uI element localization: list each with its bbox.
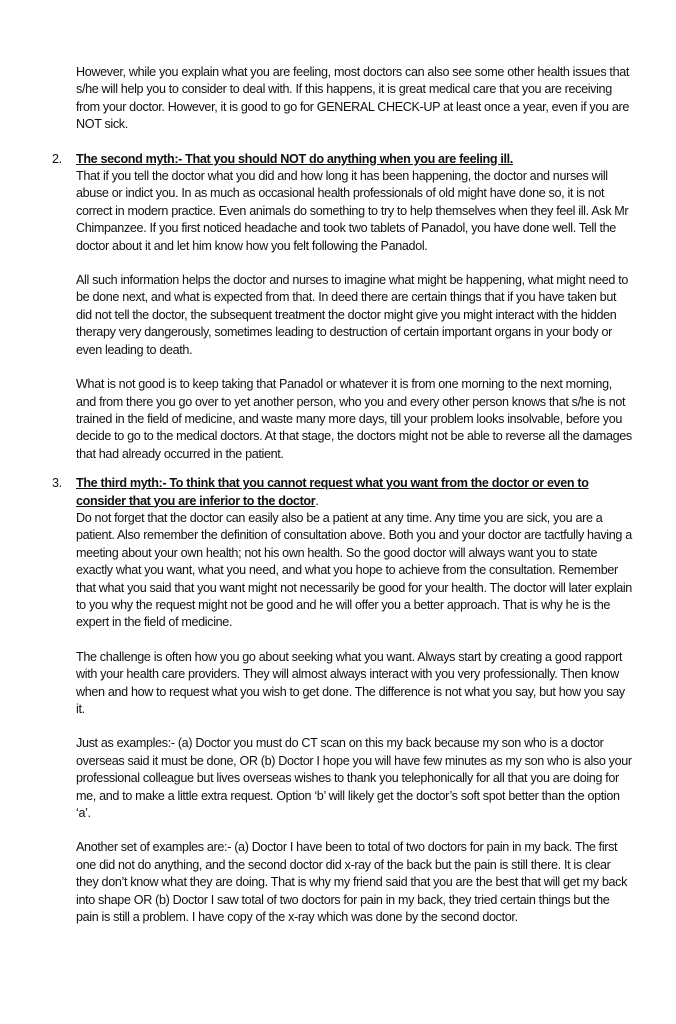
list-number: 2.	[52, 151, 62, 166]
spacer	[76, 359, 632, 376]
myth-2-paragraph-3: What is not good is to keep taking that Panadol or whatever it is from one morning to the next morning, and from there you go over to yet another person, who you and every other person knows that s/he is not trained in the field of medicine, and waste many more days, till your problem looks insolvable, before you decide to go to the medical doctors. At that stage, the doctors might not be able to reverse all the damages that had already occurred in the patient.	[76, 377, 632, 461]
spacer	[76, 463, 632, 475]
spacer	[76, 632, 632, 649]
document-page	[52, 64, 632, 926]
myth-3-paragraph-1: Do not forget that the doctor can easily also be a patient at any time. Any time you are sick, you are a patient. Also remember the definition of consultation above. Both you and your doctor are tactfully having a meeting about your own health; not his own health. So the good doctor will always want you to state exactly what you want, what you need, and what you hope to achieve from the consultation. Remember that what you said that you want might not necessarily be good for your health. The doctor will later explain to you why the request might not be good and he will offer you a better approach. That is why he is the expert in the field of medicine.	[76, 510, 632, 630]
myth-2-section	[52, 151, 632, 464]
myth-3-heading: The third myth:- To think that you cannot request what you want from the doctor or even to consider that you are inferior to the doctor	[76, 476, 589, 508]
spacer	[76, 718, 632, 735]
list-number: 3.	[52, 476, 62, 491]
spacer	[76, 255, 632, 272]
myth-2-paragraph-1: That if you tell the doctor what you did and how long it has been happening, the doctor and nurses will abuse or indict you. In as much as occasional health professionals of old might have done so, it is not correct in modern practice. Even animals do something to try to help themselves when they feel ill. Ask Mr Chimpanzee. If you first noticed headache and took two tablets of Panadol, you have done well. Tell the doctor about it and let him know how you felt following the Panadol.	[76, 169, 629, 253]
myth-2-heading: The second myth:- That you should NOT do anything when you are feeling ill.	[76, 151, 513, 166]
myth-3-heading-line	[76, 475, 632, 510]
myth-3-section	[52, 475, 632, 926]
myth-3-heading-period: .	[315, 493, 319, 508]
intro-paragraph: However, while you explain what you are feeling, most doctors can also see some other health issues that s/he will help you to consider to deal with. If this happens, it is great medical care that you are receiving from your doctor. However, it is good to go for GENERAL CHECK-UP at least once a year, even if you are NOT sick.	[76, 65, 630, 132]
spacer	[76, 822, 632, 839]
myth-3-paragraph-2: The challenge is often how you go about seeking what you want. Always start by creating a good rapport with your health care providers. They will almost always interact with you very professionally. Then know when and how to request what you wish to get done. The difference is not what you say, but how you say it.	[76, 649, 625, 716]
myth-3-paragraph-4: Another set of examples are:- (a) Doctor I have been to total of two doctors for pain in my back. The first one did not do anything, and the second doctor did x-ray of the back but the pain is still there. It is clear they don’t know what they are doing. That is why my friend said that you are the best that will get my back into shape OR (b) Doctor I saw total of two doctors for pain in my back, they tried certain things but the pain is still a problem. I have copy of the x-ray which was done by the second doctor.	[76, 840, 628, 925]
myth-3-paragraph-3: Just as examples:- (a) Doctor you must do CT scan on this my back because my son who is a doctor overseas said it must be done, OR (b) Doctor I hope you will have few minutes as my son who is also your professional colleague but lives overseas wishes to thank you telephonically for all that you are doing for me, and to make a little extra request. Option ‘b’ will likely get the doctor’s soft spot better than the option ‘a’.	[76, 736, 632, 821]
myth-2-paragraph-2: All such information helps the doctor and nurses to imagine what might be happening, what might need to be done next, and what is expected from that. In deed there are certain things that if you have taken but did not tell the doctor, the subsequent treatment the doctor might give you might interact with the hidden therapy very dangerously, sometimes leading to destruction of certain important organs in your body or even leading to death.	[76, 273, 629, 357]
spacer	[76, 134, 632, 151]
